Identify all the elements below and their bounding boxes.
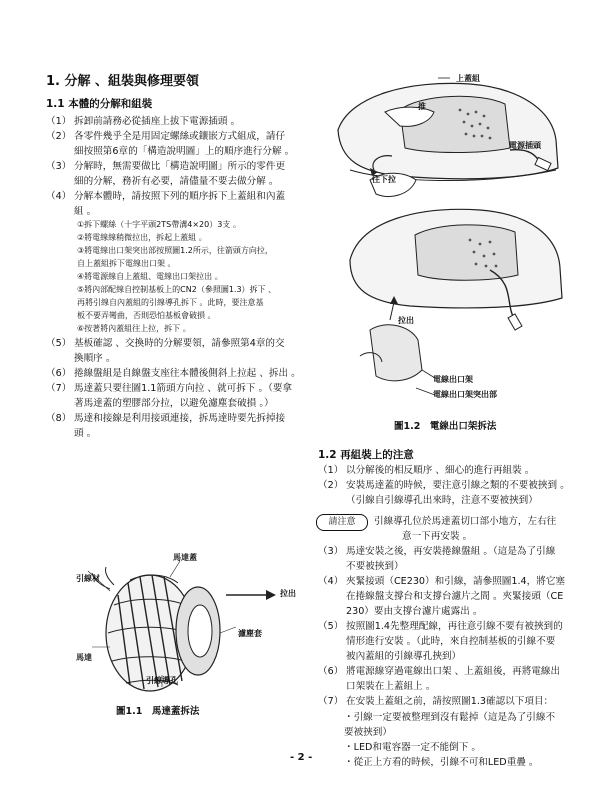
list-item: （6） 捲線盤組是自線盤支座往本體後側斜上拉起 、拆出 。 (46, 368, 301, 379)
list-item: （4） 夾緊接頭（CE230）和引線，請參照圖1.4，將它塞 在捲線盤支撐台和支撐台濾片之間 。夾緊接頭（CE 230）要由支撐台濾片處露出 。 (318, 576, 566, 617)
step-item: ④將電源線自上蓋組、電線出口架拉出 。 (77, 272, 223, 281)
figure-1-2 (330, 70, 570, 420)
list-item: （8） 馬達和接線是利用接頭連接，拆馬達時要先拆掉接 頭 。 (46, 413, 286, 439)
list-item: （1） 拆卸前請務必從插座上拔下電源插頭 。 (46, 116, 241, 127)
figure-1-1 (70, 555, 310, 705)
label-top-cover: 上蓋組 (456, 74, 480, 83)
step-item: ⑥按著將內蓋組往上拉，拆下 。 (77, 324, 191, 333)
step-item: ③將電線出口架突出部按照圖1.2所示，往箭頭方向拉， 自上蓋組拆下電線出口架 。 (77, 246, 273, 268)
label-lead-material: 引線材 (76, 574, 100, 583)
label-lead-hole: 引線導孔 (146, 676, 178, 685)
list-item: （2） 安裝馬達蓋的時候，要注意引線之類的不要被挾到 。 （引線自引線導孔出來時，注意不要被挾到） (318, 480, 570, 506)
subsection-title-1-2: 1.2 再組裝上的注意 (318, 449, 414, 461)
list-item: （3） 分解時，無需要做比「構造說明圖」所示的零件更 細的分解，務祈有必要，請儘量不要去做分解 。 (46, 161, 286, 187)
label-outlet-frame: 電線出口架 (433, 375, 473, 384)
list-item: （5） 按照圖1.4先整理配線，再往意引線不要有被挾到的 情形進行安裝 。（此時，來自控制基板的引線不要 被內蓋組的引線導孔挾到） (318, 621, 563, 662)
label-push: 推 (418, 102, 426, 111)
figure-1-2-drawing (330, 70, 570, 420)
list-item: （2） 各零件幾乎全是用固定螺絲或鑲嵌方式組成，請仔 細按照第6章的「構造說明圖」上的順序進行分解 。 (46, 131, 295, 157)
step-item: ⑤將內部配線自控制基板上的CN2（參照圖1.3）拆下 、 再將引線自內蓋組的引線導孔拆下 。此時，要注意基 板不要弄彎曲，否則恐怕基板會破損 。 (77, 285, 277, 320)
figure-1-2-caption: 圖1.2 電線出口架拆法 (394, 421, 497, 432)
list-item: （3） 馬達安裝之後，再安裝捲線盤組 。（這是為了引線 不要被挾到） (318, 546, 556, 572)
label-pull-out: 拉出 (398, 316, 414, 325)
list-item: （6） 將電源線穿過電線出口架 、上蓋組後，再將電線出 口架裝在上蓋組上 。 (318, 666, 561, 692)
bullet-item: ・從正上方看的時候，引線不可和LED重疊 。 (344, 757, 539, 768)
section-title: 1. 分解 、組裝與修理要領 (46, 74, 200, 89)
list-item: （5） 基板確認 、交換時的分解要領，請參照第4章的交 換順序 。 (46, 338, 285, 364)
list-item: （7） 馬達蓋只要往圖1.1箭頭方向拉 、就可拆下 。（要拿 著馬達蓋的塑膠部分拉，以避免濾塵套破損 。） (46, 383, 293, 409)
bullet-item: ・引線一定要被整理到沒有鬆掉（這是為了引線不 要被挾到） (344, 712, 556, 738)
label-power-plug: 電源插頭 (509, 141, 541, 150)
step-item: ①拆下螺絲（十字平頭2TS帶溝4×20）3支 。 (77, 220, 241, 229)
label-filter: 濾塵套 (238, 629, 262, 638)
label-pull-out-motor: 拉出 (280, 589, 296, 598)
label-motor-cover: 馬達蓋 (173, 553, 197, 562)
note-badge: 請注意 (316, 514, 368, 531)
figure-1-1-drawing (70, 555, 310, 705)
list-item: （4） 分解本體時，請按照下列的順序拆下上蓋組和內蓋 組 。 (46, 191, 286, 217)
list-item: （1） 以分解後的相反順序 、細心的進行再組裝 。 (318, 465, 535, 476)
page-number: - 2 - (290, 752, 313, 763)
note-text: 引線導孔位於馬達蓋切口部小地方，左右往 意一下再安裝 。 (374, 516, 557, 542)
label-pull-down: 往下拉 (372, 175, 396, 184)
list-item: （7） 在安裝上蓋組之前，請按照圖1.3確認以下項目： (318, 696, 554, 707)
label-outlet-tab: 電線出口架突出部 (433, 390, 497, 399)
bullet-item: ・LED和電容器一定不能倒下 。 (344, 742, 481, 753)
step-item: ②將電線線稍微拉出，拆起上蓋組 。 (77, 233, 207, 242)
subsection-title-1-1: 1.1 本體的分解和組裝 (46, 98, 153, 110)
label-motor: 馬達 (76, 653, 92, 662)
figure-1-1-caption: 圖1.1 馬達蓋拆法 (116, 706, 200, 717)
